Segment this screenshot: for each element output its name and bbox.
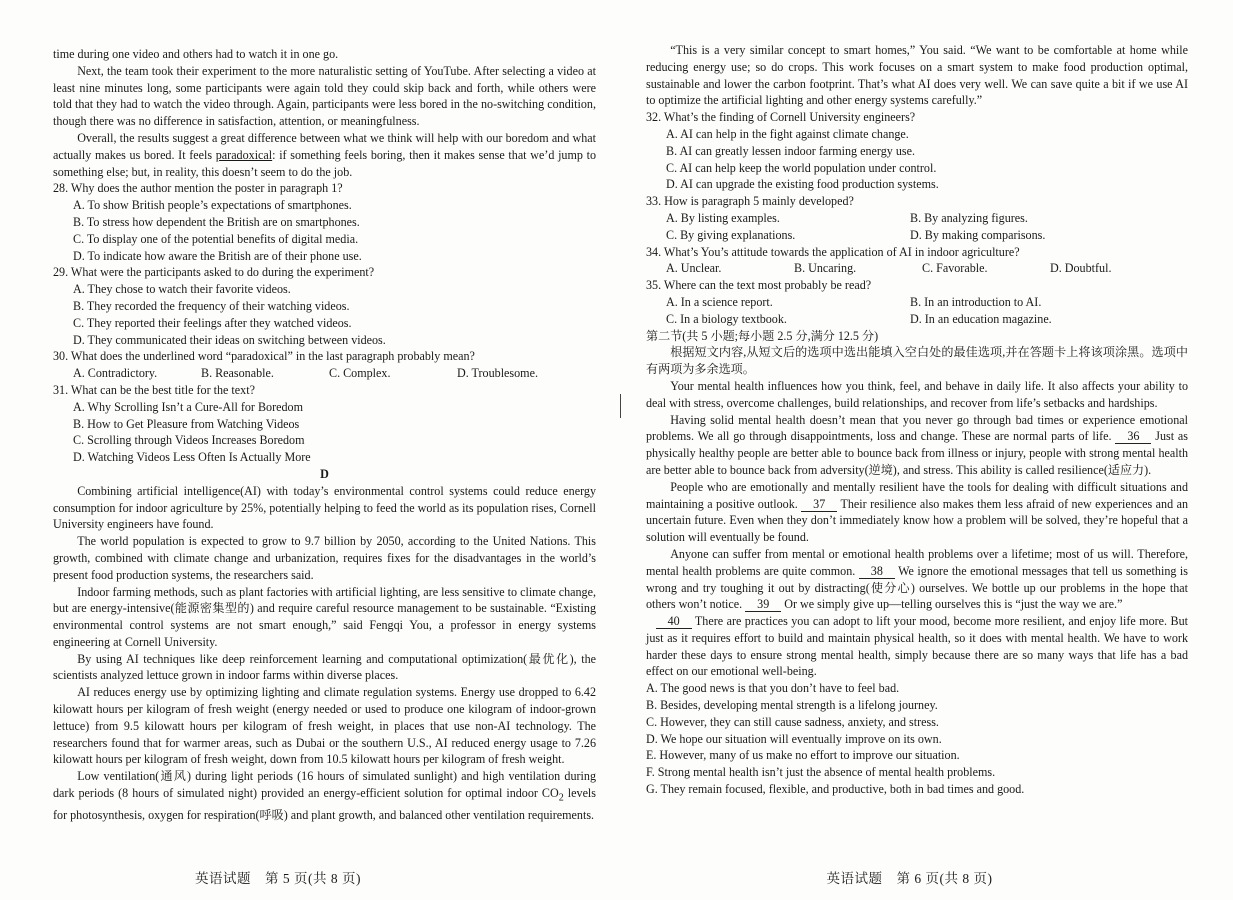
paragraph: Combining artificial intelligence(AI) with today’s environmental control systems could reduce energy consumption for indoor agriculture by 25%, potentially helping to feed the world as its population rises, Cornell University engineers have found. <box>53 483 596 532</box>
question-30: 30. What does the underlined word “paradoxical” in the last paragraph probably mean? <box>53 349 475 364</box>
right-page-content <box>646 42 1188 798</box>
option: B. Reasonable. <box>201 366 274 381</box>
question-28: 28. Why does the author mention the poster in paragraph 1? <box>53 181 343 196</box>
subscript: 2 <box>558 792 564 804</box>
question-31: 31. What can be the best title for the text? <box>53 382 255 397</box>
paragraph: By using AI techniques like deep reinforcement learning and computational optimization(最优化), the scientists analyzed lettuce grown in indoor farms within diverse places. <box>53 651 596 683</box>
choice-option: D. We hope our situation will eventually improve on its own. <box>646 731 942 746</box>
option: A. Unclear. <box>666 261 722 276</box>
question-32: 32. What’s the finding of Cornell University engineers? <box>646 110 916 125</box>
blank-36: 36 <box>1115 430 1151 444</box>
section-heading-d: D <box>320 466 329 481</box>
option: B. To stress how dependent the British are on smartphones. <box>73 214 360 229</box>
options-row <box>646 260 1188 277</box>
option: C. Favorable. <box>922 261 988 276</box>
left-page <box>0 0 616 900</box>
blank-38: 38 <box>859 565 895 579</box>
blank-37: 37 <box>801 498 837 512</box>
options-row <box>646 227 1188 244</box>
option: C. By giving explanations. <box>666 227 796 242</box>
paragraph: Indoor farming methods, such as plant factories with artificial lighting, are less sensitive to climate change, but are energy-intensive(能源密集型的) and require careful resource management to be sustainable. “Existing environmental control systems are not smart enough,” said Fengqi You, a professor in energy systems engineering at Cornell University. <box>53 584 596 649</box>
option: A. To show British people’s expectations of smartphones. <box>73 198 352 213</box>
blank-39: 39 <box>745 598 781 612</box>
option: A. In a science report. <box>666 294 773 309</box>
paragraph: Having solid mental health doesn’t mean that you never go through bad times or experience emotional problems. We all go through disappointments, loss and change. These are normal parts of life. 36 Just as physically healthy people are better able to bounce back from illness or injury, people with strong mental health are better able to bounce back from adversity(逆境), and stress. This ability is called resilience(适应力). <box>646 412 1188 477</box>
option: D. AI can upgrade the existing food production systems. <box>666 177 939 192</box>
underlined-word: paradoxical <box>215 147 273 162</box>
option: B. How to Get Pleasure from Watching Videos <box>73 416 300 431</box>
option: A. Contradictory. <box>73 366 158 381</box>
paragraph: The world population is expected to grow to 9.7 billion by 2050, according to the United Nations. This growth, combined with climate change and urbanization, requires fixes for the disadvantages in the world’s present food production systems, the researchers said. <box>53 534 596 582</box>
paragraph: time during one video and others had to watch it in one go. <box>53 47 339 61</box>
option: A. AI can help in the fight against climate change. <box>666 126 909 141</box>
option: C. In a biology textbook. <box>666 311 787 326</box>
choice-option: B. Besides, developing mental strength is a lifelong journey. <box>646 698 938 713</box>
question-29: 29. What were the participants asked to do during the experiment? <box>53 265 375 280</box>
question-34: 34. What’s You’s attitude towards the application of AI in indoor agriculture? <box>646 244 1020 259</box>
option: C. AI can help keep the world population under control. <box>666 160 937 175</box>
option: D. Watching Videos Less Often Is Actually More <box>73 450 311 465</box>
paragraph: 40 There are practices you can adopt to lift your mood, become more resilient, and enjoy life more. But just as it requires effort to build and maintain physical health, so it does with mental health. We have to work harder these days to ensure strong mental health, simply because there are so many ways that life has a bad effect on our emotional well-being. <box>646 614 1188 679</box>
option: C. Scrolling through Videos Increases Boredom <box>73 433 305 448</box>
choice-option: A. The good news is that you don’t have to feel bad. <box>646 681 900 696</box>
option: D. Doubtful. <box>1050 261 1112 276</box>
paragraph-overall: Overall, the results suggest a great difference between what we think will help with our boredom and what actually makes us bored. It feels paradoxical: if something feels boring, then it makes sense that we’d jump to something else; but, in reality, this doesn’t seem to do the job. <box>53 130 597 179</box>
options-row <box>646 210 1188 227</box>
question-35: 35. Where can the text most probably be read? <box>646 278 872 293</box>
section-2-instruction: 根据短文内容,从短文后的选项中选出能填入空白处的最佳选项,并在答题卡上将该项涂黑。选项中有两项为多余选项。 <box>646 345 1188 377</box>
left-page-content <box>53 46 596 824</box>
paragraph-quote: “This is a very similar concept to smart homes,” You said. “We want to be comfortable at home while reducing energy use; so do crops. This work focuses on a smart system to make food production optimal, sustainable and lower the carbon footprint. That’s what AI does very well. We can save quite a bit if we use AI to optimize the artificial lighting and other energy systems carefully.” <box>646 43 1188 108</box>
option: C. They reported their feelings after they watched videos. <box>73 315 352 330</box>
option: D. In an education magazine. <box>910 311 1052 326</box>
choice-option: E. However, many of us make no effort to improve our situation. <box>646 748 960 763</box>
question-33: 33. How is paragraph 5 mainly developed? <box>646 194 854 209</box>
option: D. They communicated their ideas on switching between videos. <box>73 332 386 347</box>
section-2-title: 第二节(共 5 小题;每小题 2.5 分,满分 12.5 分) <box>646 328 879 343</box>
choice-option: F. Strong mental health isn’t just the absence of mental health problems. <box>646 765 996 780</box>
right-page <box>616 0 1233 900</box>
option: B. By analyzing figures. <box>910 210 1028 225</box>
blank-40: 40 <box>656 615 692 629</box>
choice-option: C. However, they can still cause sadness, anxiety, and stress. <box>646 714 939 729</box>
options-row <box>646 311 1188 328</box>
option: A. They chose to watch their favorite videos. <box>73 282 291 297</box>
option: C. To display one of the potential benefits of digital media. <box>73 231 359 246</box>
paragraph-ventilation: Low ventilation(通风) during light periods (16 hours of simulated sunlight) and high ventilation during dark periods (8 hours of simulated night) provided an energy-efficient solution for optimal indoor $CO_2$ levels for photosynthesis, oxygen for respiration(呼吸) and plant growth, and balanced other ventilation requirements. <box>53 769 596 823</box>
option: D. To indicate how aware the British are of their phone use. <box>73 248 362 263</box>
paragraph: Anyone can suffer from mental or emotional health problems over a lifetime; most of us will. Therefore, mental health problems are quite common. 38 We ignore the emotional messages that tell us something is wrong and try toughing it out by distracting(使分心) ourselves. We bottle up our problems in the hope that others won’t notice. 39 Or we simply give up—telling ourselves this is “just the way we are.” <box>646 546 1188 612</box>
option: C. Complex. <box>329 366 391 381</box>
option: A. Why Scrolling Isn’t a Cure-All for Boredom <box>73 399 303 414</box>
options-row <box>53 365 596 382</box>
option: B. Uncaring. <box>794 261 857 276</box>
option: B. They recorded the frequency of their watching videos. <box>73 298 350 313</box>
paragraph: People who are emotionally and mentally resilient have the tools for dealing with difficult situations and maintaining a positive outlook. 37 Their resilience also makes them less afraid of new experiences and an uncertain future. Even when they don’t immediately know how a problem will be solved, they’re hopeful that a solution will eventually be found. <box>646 479 1188 545</box>
options-row <box>646 294 1188 311</box>
option: D. By making comparisons. <box>910 227 1046 242</box>
paragraph: Next, the team took their experiment to the more naturalistic setting of YouTube. After selecting a video at least nine minutes long, some participants were again told they could skip back and forth, while others were told that they had to watch the video through. Again, participants were less bored in the no-switching condition, though there was no difference in satisfaction, attention, or meaningfulness. <box>53 63 596 129</box>
option: A. By listing examples. <box>666 210 780 225</box>
paragraph: AI reduces energy use by optimizing lighting and climate regulation systems. Energy use dropped to 6.42 kilowatt hours per kilogram of fresh weight (energy needed or used to produce one kilogram of indoor-grown lettuce) from 9.5 kilowatt hours per kilogram of fresh weight, in places that use non-AI technology. The researchers found that for warmer areas, such as Dubai or the southern U.S., AI reduced energy usage to 7.26 kilowatt hours per kilogram of fresh weight, down from 10.5 kilowatt hours per kilogram of fresh weight. <box>53 685 596 767</box>
choice-option: G. They remain focused, flexible, and productive, both in bad times and good. <box>646 782 1025 797</box>
option: B. In an introduction to AI. <box>910 294 1042 309</box>
page-footer: 英语试题 第 5 页(共 8 页) <box>195 871 361 886</box>
paragraph: Your mental health influences how you think, feel, and behave in daily life. It also affects your ability to deal with stress, overcome challenges, build relationships, and recover from life’s setbacks and hardships. <box>646 378 1188 410</box>
page-footer: 英语试题 第 6 页(共 8 页) <box>826 871 993 886</box>
option: B. AI can greatly lessen indoor farming energy use. <box>666 143 915 158</box>
option: D. Troublesome. <box>457 366 538 381</box>
